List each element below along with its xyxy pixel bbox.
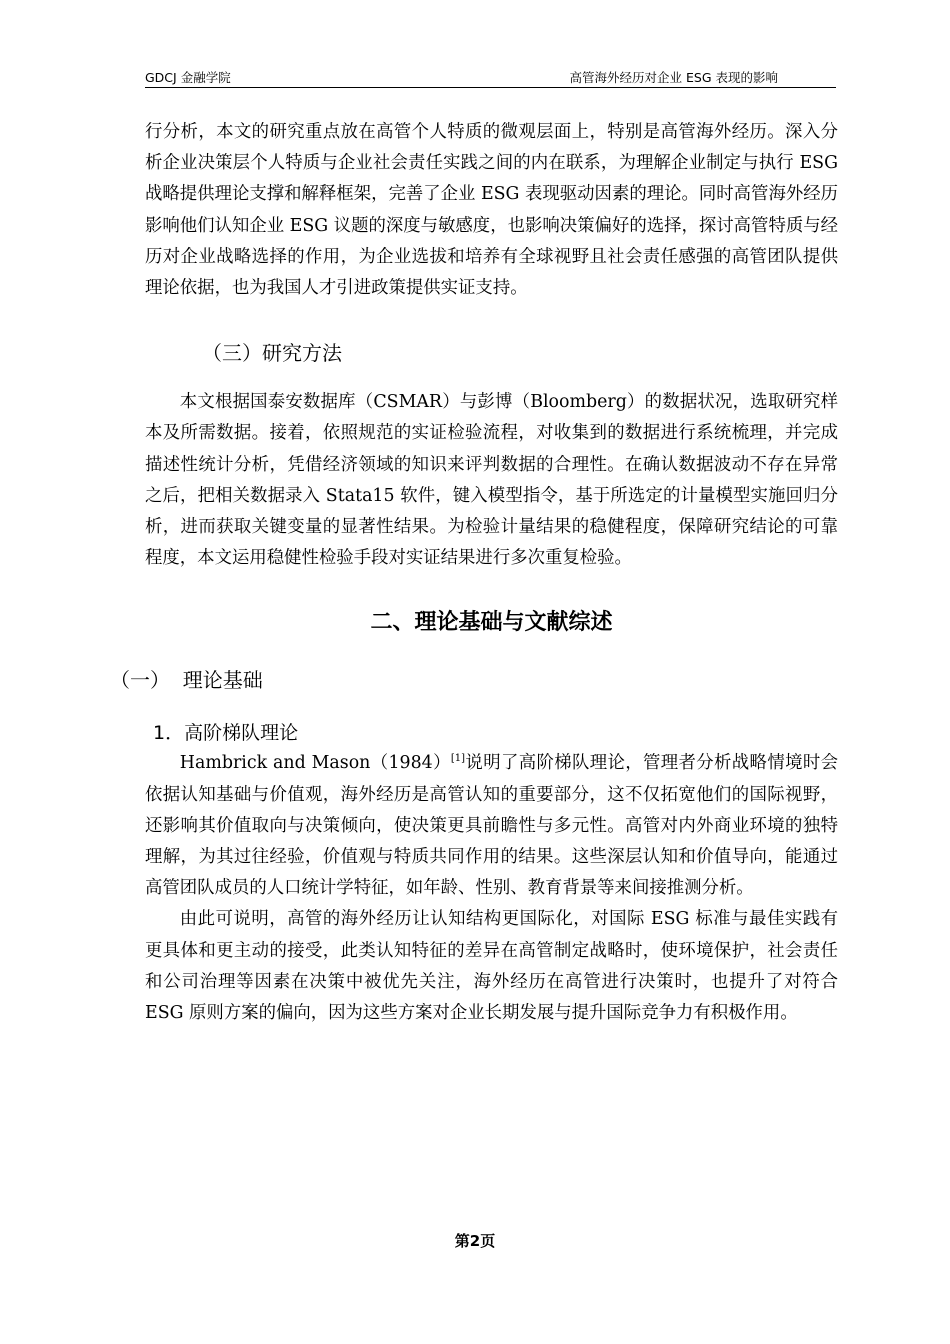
page-content: [110, 117, 839, 1029]
header-right-text: 高管海外经历对企业 ESG 表现的影响: [569, 70, 778, 85]
page-header: [145, 66, 836, 88]
paragraph-methods: 本文根据国泰安数据库（CSMAR）与彭博（Bloomberg）的数据状况，选取研究样本及所需数据。接着，依照规范的实证检验流程，对收集到的数据进行系统梳理，并完成描述性统计分析，凭借经济领域的知识来评判数据的合理性。在确认数据波动不存在异常之后，把相关数据录入 Stata15 软件，键入模型指令，基于所选定的计量模型实施回归分析，进而获取关键变量的显著性结果。为检验计量结果的稳健程度，保障研究结论的可靠程度，本文运用稳健性检验手段对实证结果进行多次重复检验。: [145, 392, 838, 569]
heading-research-methods: （三）研究方法: [202, 341, 342, 366]
page-number: 第2页: [454, 1232, 496, 1250]
citation-authors: Hambrick and Mason（1984）: [179, 753, 451, 774]
chapter-title: 二、理论基础与文献综述: [370, 610, 613, 636]
subsection-title: 1．高阶梯队理论: [153, 722, 299, 745]
citation-ref: [1]: [450, 753, 466, 765]
header-left-text: GDCJ 金融学院: [145, 70, 231, 85]
section-title: （一） 理论基础: [110, 668, 263, 693]
paragraph-upper-echelons: [145, 748, 838, 904]
paragraph-conclusion: 由此可说明，高管的海外经历让认知结构更国际化，对国际 ESG 标准与最佳实践有更具体和更主动的接受，此类认知特征的差异在高管制定战略时，使环境保护，社会责任和公司治理等因素在决策中被优先关注，海外经历在高管进行决策时，也提升了对符合 ESG 原则方案的偏向，因为这些方案对企业长期发展与提升国际竞争力有积极作用。: [145, 909, 838, 1024]
paragraph-upper-echelons-text: 说明了高阶梯队理论，管理者分析战略情境时会依据认知基础与价值观，海外经历是高管认知的重要部分，这不仅拓宽他们的国际视野，还影响其价值取向与决策倾向，使决策更具前瞻性与多元性。高管对内外商业环境的独特理解，为其过往经验，价值观与特质共同作用的结果。这些深层认知和价值导向，能通过高管团队成员的人口统计学特征，如年龄、性别、教育背景等来间接推测分析。: [145, 753, 838, 899]
paragraph-significance: 行分析，本文的研究重点放在高管个人特质的微观层面上，特别是高管海外经历。深入分析企业决策层个人特质与企业社会责任实践之间的内在联系，为理解企业制定与执行 ESG 战略提供理论支撑和解释框架，完善了企业 ESG 表现驱动因素的理论。同时高管海外经历影响他们认知企业 ESG 议题的深度与敏感度，也影响决策偏好的选择，探讨高管特质与经历对企业战略选择的作用，为企业选拔和培养有全球视野且社会责任感强的高管团队提供理论依据，也为我国人才引进政策提供实证支持。: [145, 122, 839, 299]
